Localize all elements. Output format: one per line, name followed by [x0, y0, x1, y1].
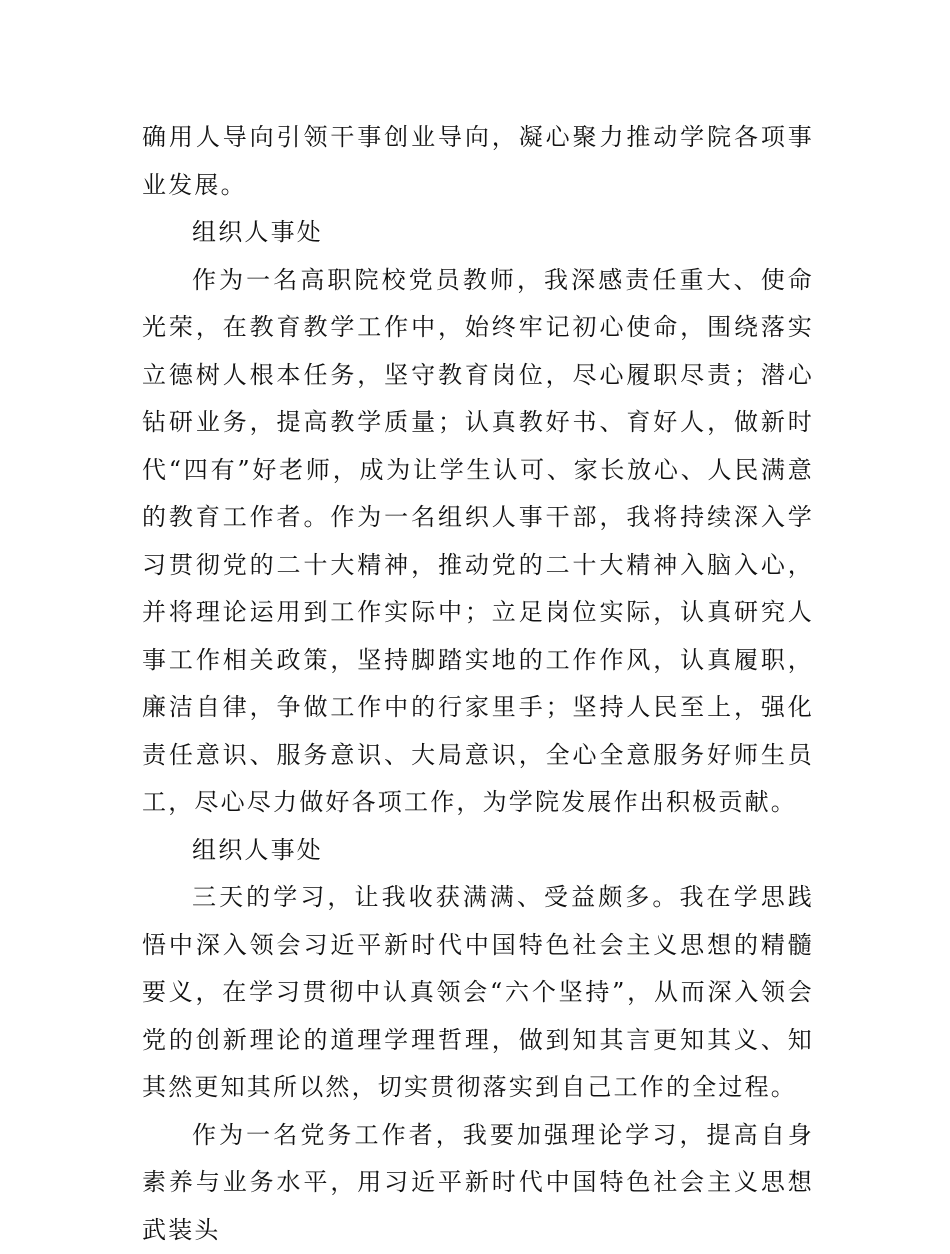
paragraph: 作为一名党务工作者，我要加强理论学习，提高自身素养与业务水平，用习近平新时代中国特色社会主义思想武装头	[142, 1112, 814, 1254]
department-signature: 组织人事处	[142, 827, 814, 875]
paragraph: 三天的学习，让我收获满满、受益颇多。我在学思践悟中深入领会习近平新时代中国特色社会主义思想的精髓要义，在学习贯彻中认真领会“六个坚持”，从而深入领会党的创新理论的道理学理哲理，做到知其言更知其义、知其然更知其所以然，切实贯彻落实到自己工作的全过程。	[142, 874, 814, 1112]
paragraph-continuation: 确用人导向引领干事创业导向，凝心聚力推动学院各项事业发展。	[142, 114, 814, 209]
paragraph: 作为一名高职院校党员教师，我深感责任重大、使命光荣，在教育教学工作中，始终牢记初心使命，围绕落实立德树人根本任务，坚守教育岗位，尽心履职尽责；潜心钻研业务，提高教学质量；认真教好书、育好人，做新时代“四有”好老师，成为让学生认可、家长放心、人民满意的教育工作者。作为一名组织人事干部，我将持续深入学习贯彻党的二十大精神，推动党的二十大精神入脑入心，并将理论运用到工作实际中；立足岗位实际，认真研究人事工作相关政策，坚持脚踏实地的工作作风，认真履职，廉洁自律，争做工作中的行家里手；坚持人民至上，强化责任意识、服务意识、大局意识，全心全意服务好师生员工，尽心尽力做好各项工作，为学院发展作出积极贡献。	[142, 257, 814, 827]
document-body	[142, 114, 814, 1254]
department-signature: 组织人事处	[142, 209, 814, 257]
